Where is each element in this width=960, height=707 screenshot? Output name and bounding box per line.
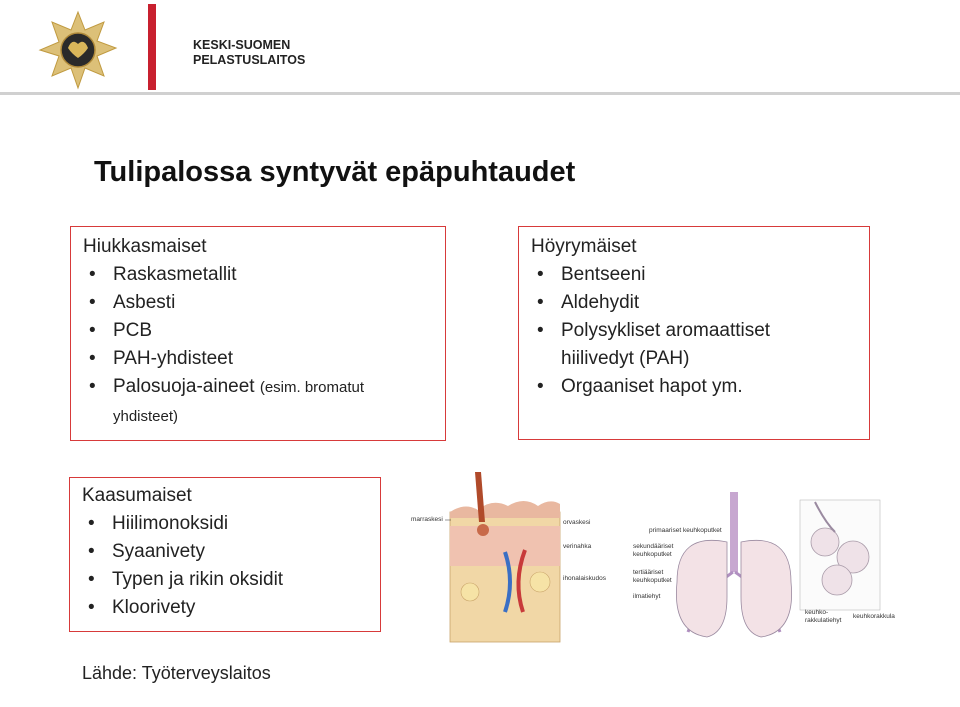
list-item-text: PAH-yhdisteet bbox=[113, 348, 234, 369]
vapors-heading: Höyrymäiset bbox=[531, 236, 637, 257]
list-item: • Typen ja rikin oksidit bbox=[88, 569, 284, 590]
list-item: • Raskasmetallit bbox=[89, 264, 237, 285]
label-marraskesi: marraskesi bbox=[411, 516, 443, 523]
org-line-2: PELASTUSLAITOS bbox=[193, 53, 306, 67]
label-ihonalaiskudos: ihonalaiskudos bbox=[563, 575, 607, 582]
accent-bar bbox=[148, 4, 156, 90]
header bbox=[0, 0, 960, 96]
list-item-text: Raskasmetallit bbox=[113, 264, 237, 285]
label-verinahka: verinahka bbox=[563, 543, 592, 550]
lungs-diagram bbox=[633, 492, 792, 637]
source-note: Lähde: Työterveyslaitos bbox=[82, 663, 271, 683]
label-sekundaariset-1: sekundääriset bbox=[633, 543, 674, 550]
header-divider bbox=[0, 92, 960, 95]
organization-name bbox=[193, 38, 305, 68]
emblem-logo bbox=[38, 10, 118, 90]
list-item: • Polysykliset aromaattiset hiilivedyt (PAH) bbox=[537, 320, 771, 369]
particles-box bbox=[70, 226, 446, 441]
anatomy-illustration bbox=[405, 462, 905, 652]
list-item-text: Hiilimonoksidi bbox=[112, 513, 229, 534]
list-item: • Bentseeni bbox=[537, 264, 646, 285]
label-tertiaariset-2: keuhkoputket bbox=[633, 577, 672, 584]
list-item-text: PCB bbox=[113, 320, 153, 341]
list-item-text-cont: hiilivedyt (PAH) bbox=[561, 348, 690, 369]
list-item: • Kloorivety bbox=[88, 597, 196, 618]
list-item: • Aldehydit bbox=[537, 292, 640, 313]
list-item: • Orgaaniset hapot ym. bbox=[537, 376, 743, 397]
list-item-text: Asbesti bbox=[113, 292, 176, 313]
gases-box bbox=[69, 477, 381, 632]
slide-title: Tulipalossa syntyvät epäpuhtaudet bbox=[94, 156, 576, 188]
list-item-text: Typen ja rikin oksidit bbox=[112, 569, 284, 590]
skin-diagram bbox=[411, 472, 607, 642]
label-sekundaariset-2: keuhkoputket bbox=[633, 551, 672, 558]
label-keuhkorakkulatiehyt-2: rakkulatiehyt bbox=[805, 617, 842, 624]
list-item-text: Orgaaniset hapot ym. bbox=[561, 376, 743, 397]
label-primaariset: primaariset keuhkoputket bbox=[649, 527, 722, 534]
list-item: • Hiilimonoksidi bbox=[88, 513, 229, 534]
vapors-box bbox=[518, 226, 870, 440]
list-item-text: Syaanivety bbox=[112, 541, 205, 562]
gases-heading: Kaasumaiset bbox=[82, 485, 192, 506]
label-tertiaariset-1: tertiääriset bbox=[633, 569, 664, 576]
list-item: • Asbesti bbox=[89, 292, 176, 313]
label-ilmatiehyt: ilmatiehyt bbox=[633, 593, 661, 600]
label-orvaskesi: orvaskesi bbox=[563, 519, 591, 526]
particles-heading: Hiukkasmaiset bbox=[83, 236, 207, 257]
org-line-1: KESKI-SUOMEN bbox=[193, 38, 291, 52]
list-item-text: Aldehydit bbox=[561, 292, 640, 313]
list-item: • Palosuoja-aineet (esim. bromatut yhdisteet) bbox=[89, 376, 365, 425]
list-item-text: Bentseeni bbox=[561, 264, 646, 285]
list-item-text: Polysykliset aromaattiset bbox=[561, 320, 771, 341]
list-item: • PAH-yhdisteet bbox=[89, 348, 234, 369]
alveoli-inset bbox=[800, 500, 895, 624]
label-keuhkorakkula: keuhkorakkula bbox=[853, 613, 895, 620]
list-item-text: Kloorivety bbox=[112, 597, 196, 618]
list-item-note-cont: yhdisteet) bbox=[113, 408, 179, 425]
list-item-text: Palosuoja-aineet bbox=[113, 376, 255, 397]
list-item: • Syaanivety bbox=[88, 541, 205, 562]
list-item: • PCB bbox=[89, 320, 153, 341]
label-keuhkorakkulatiehyt-1: keuhko- bbox=[805, 609, 829, 616]
list-item-note: (esim. bromatut bbox=[259, 379, 365, 396]
